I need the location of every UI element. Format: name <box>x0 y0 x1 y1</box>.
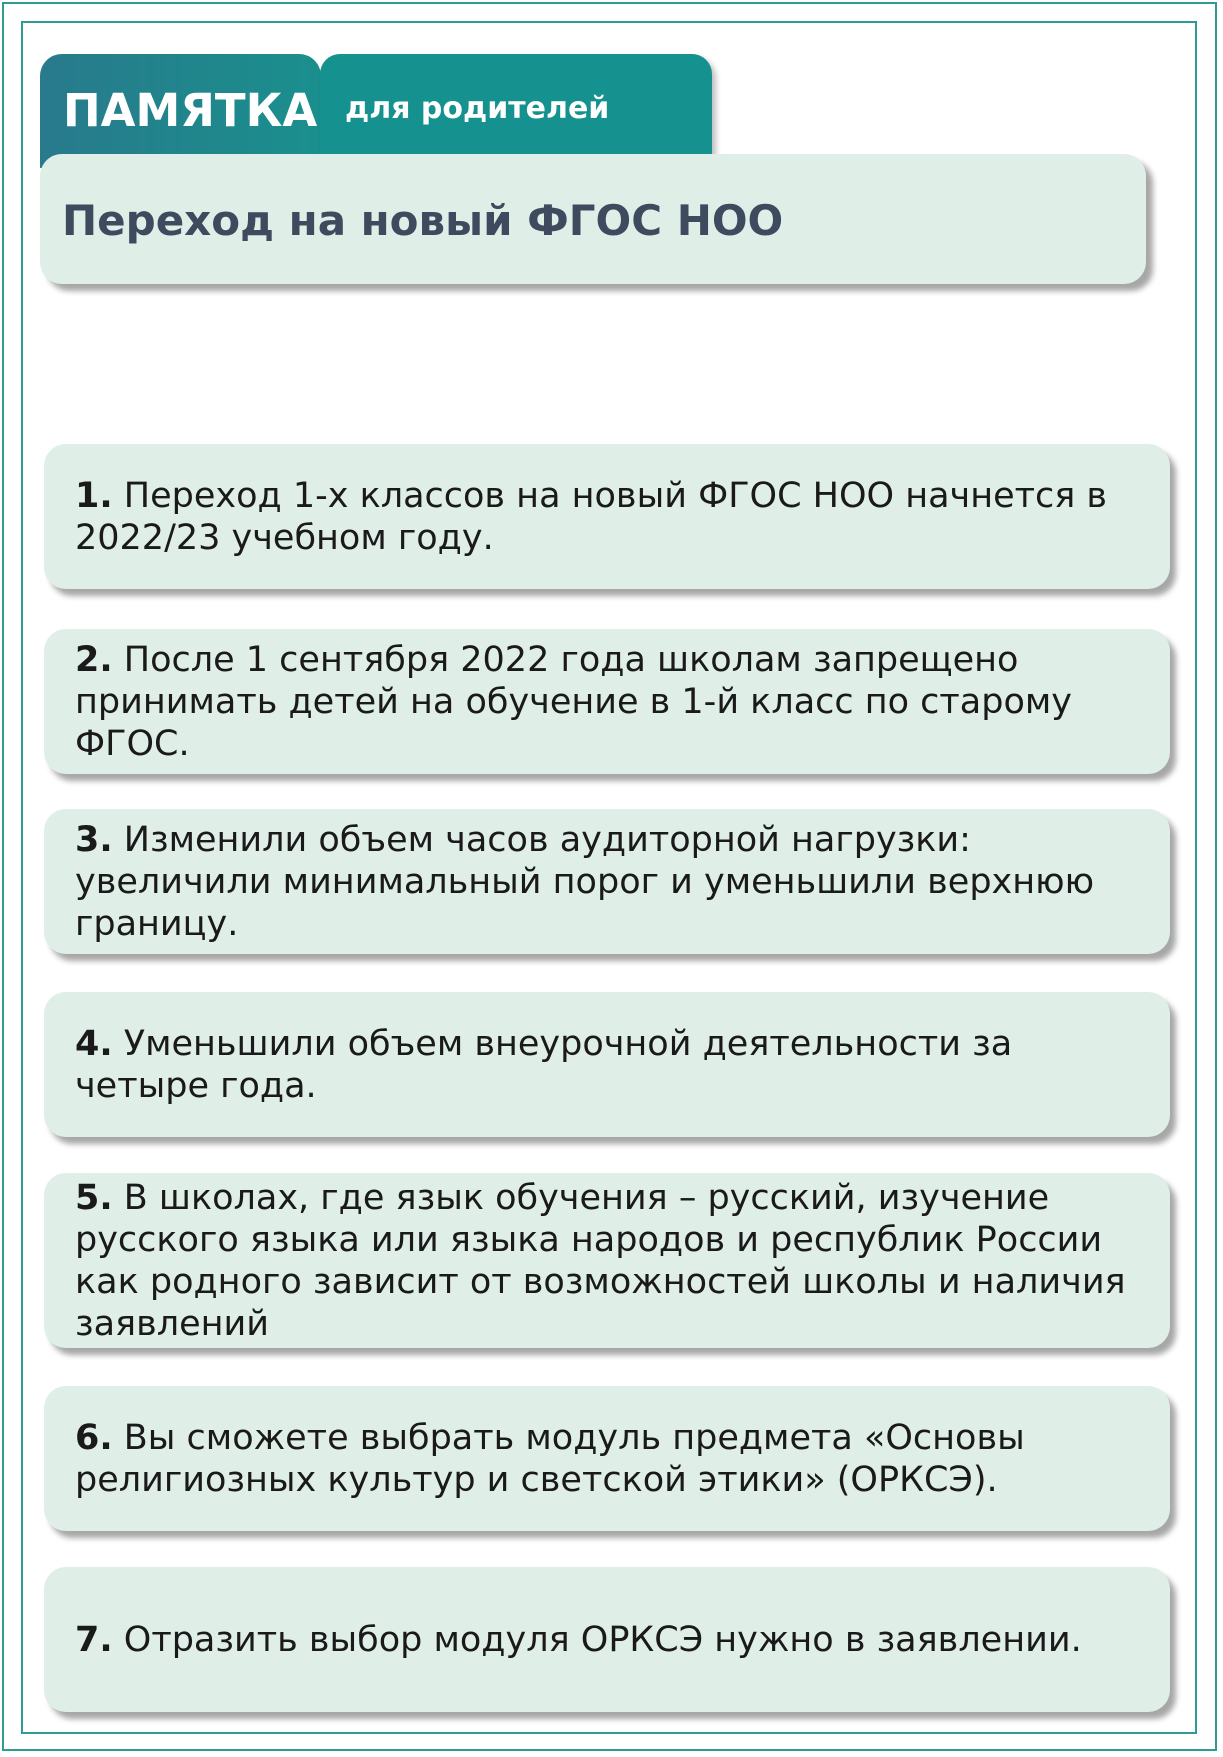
list-item-6 <box>44 1386 1170 1531</box>
item-1-number: 1. <box>75 475 113 516</box>
item-7-paragraph <box>75 1619 1082 1661</box>
audience-tab-label: для родителей <box>345 91 610 126</box>
item-5-paragraph <box>75 1177 1152 1345</box>
item-6-text: Вы сможете выбрать модуль предмета «Основы религиозных культур и светской этики» (ОРКСЭ). <box>75 1417 1025 1500</box>
item-2-text: После 1 сентября 2022 года школам запрещено принимать детей на обучение в 1-й класс по старому ФГОС. <box>75 639 1073 764</box>
item-3-paragraph <box>75 819 1152 945</box>
item-2-paragraph <box>75 639 1152 765</box>
list-item-1 <box>44 444 1170 589</box>
memo-tab-label: ПАМЯТКА <box>63 84 318 137</box>
item-7-text: Отразить выбор модуля ОРКСЭ нужно в заявлении. <box>112 1619 1082 1660</box>
list-item-5 <box>44 1173 1170 1348</box>
item-3-text: Изменили объем часов аудиторной нагрузки: увеличили минимальный порог и уменьшили верхнюю границу. <box>75 819 1095 944</box>
item-4-paragraph <box>75 1023 1152 1107</box>
item-3-number: 3. <box>75 819 113 860</box>
list-item-3 <box>44 809 1170 954</box>
item-7-number: 7. <box>75 1619 113 1660</box>
title-box <box>40 154 1146 284</box>
list-item-2 <box>44 629 1170 774</box>
audience-tab <box>320 54 712 156</box>
item-4-text: Уменьшили объем внеурочной деятельности за четыре года. <box>75 1023 1013 1106</box>
item-1-text: Переход 1-х классов на новый ФГОС НОО начнется в 2022/23 учебном году. <box>75 475 1108 558</box>
item-4-number: 4. <box>75 1023 113 1064</box>
list-item-4 <box>44 992 1170 1137</box>
page-title: Переход на новый ФГОС НОО <box>62 196 784 245</box>
item-5-number: 5. <box>75 1177 113 1218</box>
memo-tab <box>40 54 321 168</box>
item-1-paragraph <box>75 475 1152 559</box>
list-item-7 <box>44 1567 1170 1712</box>
item-6-paragraph <box>75 1417 1152 1501</box>
item-5-text: В школах, где язык обучения – русский, изучение русского языка или языка народов и республик России как родного зависит от возможностей школы и наличия заявлений <box>75 1177 1126 1344</box>
item-2-number: 2. <box>75 639 113 680</box>
item-6-number: 6. <box>75 1417 113 1458</box>
